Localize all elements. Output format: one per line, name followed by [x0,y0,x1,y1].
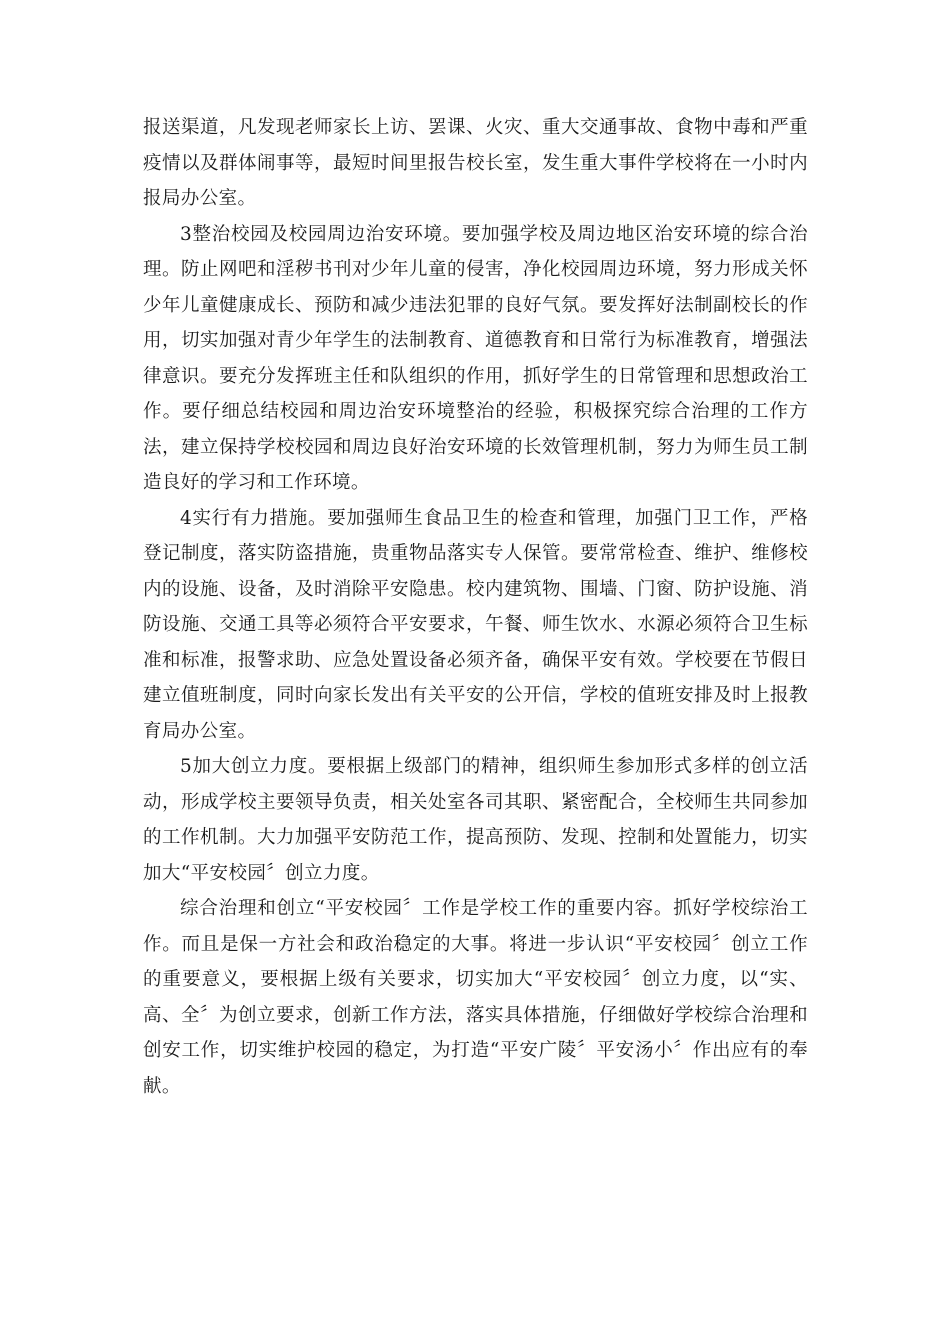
paragraph-reporting-channels: 报送渠道，凡发现老师家长上访、罢课、火灾、重大交通事故、食物中毒和严重疫情以及群体闹事等，最短时间里报告校长室，发生重大事件学校将在一小时内报局办公室。 [143,117,808,209]
paragraph-effective-measures: 4实行有力措施。要加强师生食品卫生的检查和管理，加强门卫工作，严格登记制度，落实防盗措施，贵重物品落实专人保管。要常常检查、维护、维修校内的设施、设备，及时消除平安隐患。校内建筑物、围墙、门窗、防护设施、消防设施、交通工具等必须符合平安要求，午餐、师生饮水、水源必须符合卫生标准和标准，报警求助、应急处置设备必须齐备，确保平安有效。学校要在节假日建立值班制度，同时向家长发出有关平安的公开信，学校的值班安排及时上报教育局办公室。 [143,507,808,742]
document-body [143,110,808,1104]
paragraph-conclusion: 综合治理和创立“平安校园〞工作是学校工作的重要内容。抓好学校综治工作。而且是保一方社会和政治稳定的大事。将进一步认识“平安校园〞创立工作的重要意义，要根据上级有关要求，切实加大“平安校园〞创立力度，以“实、高、全〞为创立要求，创新工作方法，落实具体措施，仔细做好学校综合治理和创安工作，切实维护校园的稳定，为打造“平安广陵〞平安汤小〞作出应有的奉献。 [143,898,808,1097]
paragraph-campus-security-environment: 3整治校园及校园周边治安环境。要加强学校及周边地区治安环境的综合治理。防止网吧和淫秽书刊对少年儿童的侵害，净化校园周边环境，努力形成关怀少年儿童健康成长、预防和减少违法犯罪的良好气氛。要发挥好法制副校长的作用，切实加强对青少年学生的法制教育、道德教育和日常行为标准教育，增强法律意识。要充分发挥班主任和队组织的作用，抓好学生的日常管理和思想政治工作。要仔细总结校园和周边治安环境整治的经验，积极探究综合治理的工作方法，建立保持学校校园和周边良好治安环境的长效管理机制，努力为师生员工制造良好的学习和工作环境。 [143,223,808,493]
paragraph-strengthen-creation: 5加大创立力度。要根据上级部门的精神，组织师生参加形式多样的创立活动，形成学校主要领导负责，相关处室各司其职、紧密配合，全校师生共同参加的工作机制。大力加强平安防范工作，提高预防、发现、控制和处置能力，切实加大“平安校园〞创立力度。 [143,756,808,884]
